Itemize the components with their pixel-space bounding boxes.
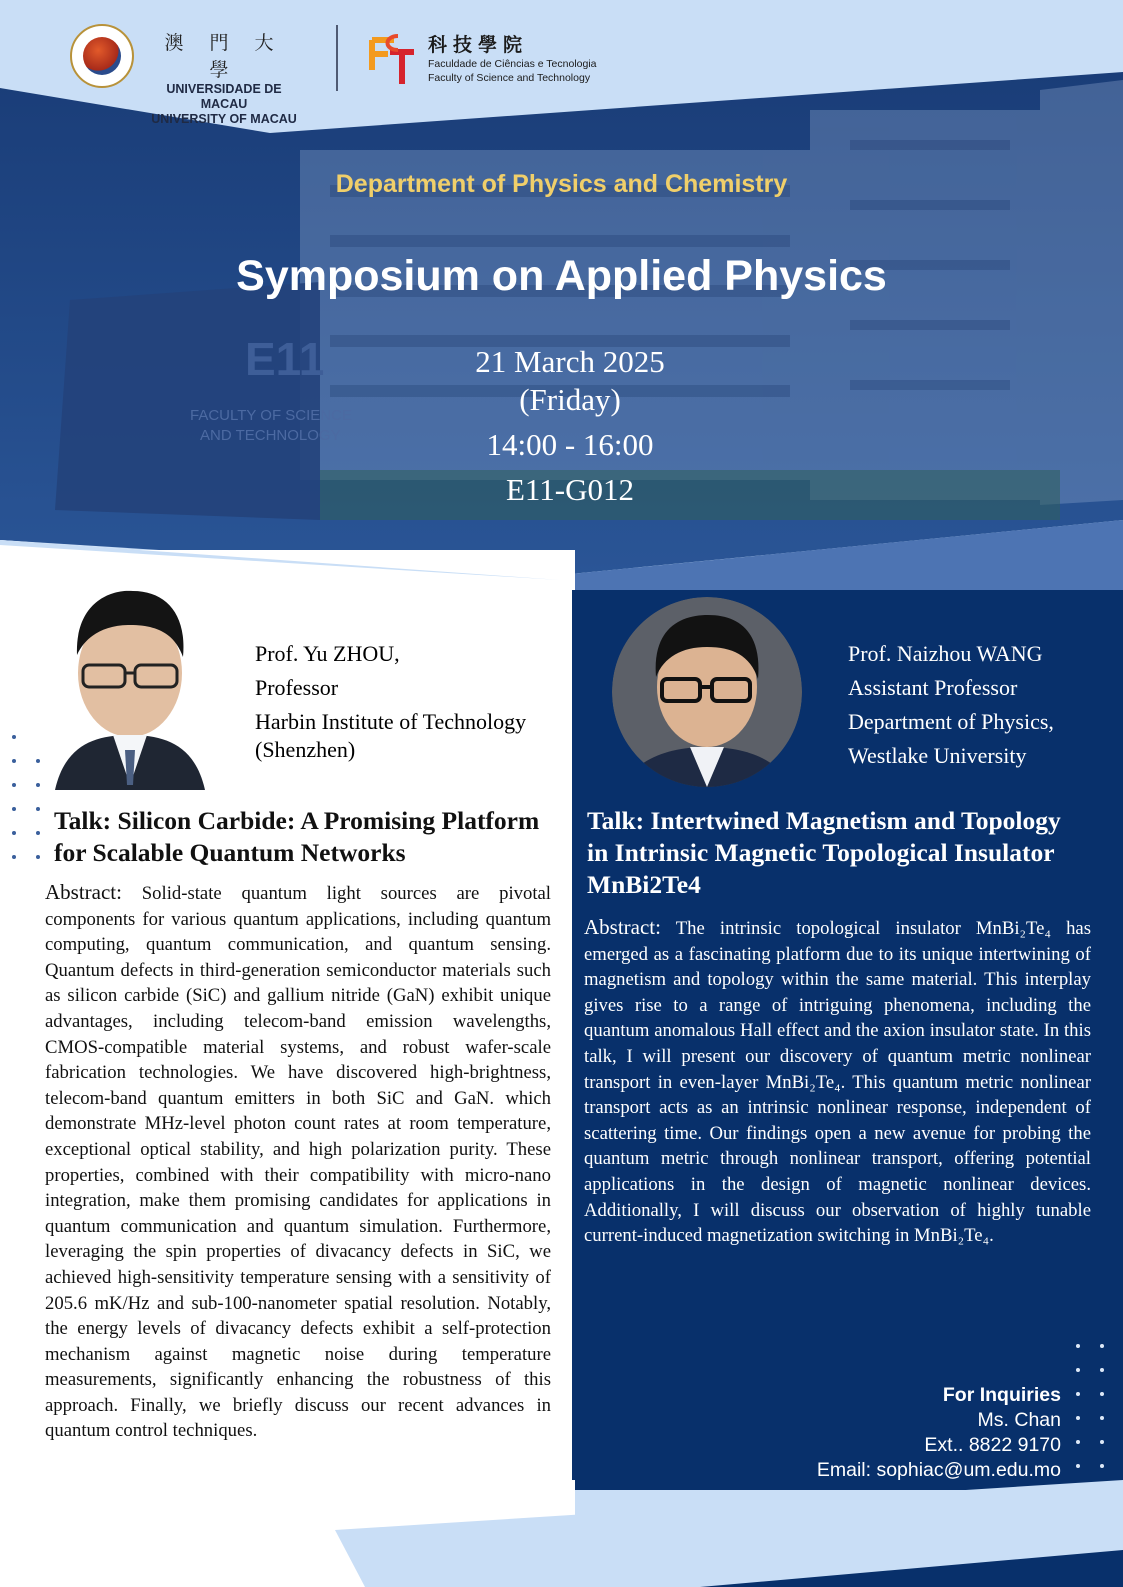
university-name-zh: 澳 門 大 學 xyxy=(164,32,284,81)
event-time: 14:00 - 16:00 xyxy=(486,427,654,462)
speaker2-abstract xyxy=(584,915,1091,1249)
svg-text:AND TECHNOLOGY: AND TECHNOLOGY xyxy=(200,427,341,444)
speaker1-affiliation-line1: Harbin Institute of Technology xyxy=(255,709,527,734)
svg-text:FACULTY OF SCIENCE: FACULTY OF SCIENCE xyxy=(190,407,352,424)
speaker2-name: Prof. Naizhou WANG xyxy=(848,641,1043,666)
faculty-name-zh: 科技學院 xyxy=(428,34,529,56)
speaker1-info xyxy=(255,637,526,767)
department-name: Department of Physics and Chemistry xyxy=(335,170,788,198)
logo-divider xyxy=(336,25,338,91)
event-weekday: (Friday) xyxy=(519,382,621,417)
inquiries-contact: Ms. Chan xyxy=(977,1409,1061,1431)
university-seal-logo xyxy=(70,24,134,88)
university-name-pt: UNIVERSIDADE DE MACAU xyxy=(166,82,282,111)
inquiries-ext: Ext.. 8822 9170 xyxy=(924,1434,1061,1456)
speaker2-talk-line2: in Intrinsic Magnetic Topological Insulator xyxy=(587,838,1055,867)
speaker1-position: Professor xyxy=(255,675,339,700)
university-name-en: UNIVERSITY OF MACAU xyxy=(151,112,297,126)
speaker1-talk-line2: for Scalable Quantum Networks xyxy=(54,838,406,867)
speaker2-abstract-text: The intrinsic topological insulator MnBi₂Te₄ has emerged as a fascinating platform due to its unique intertwining of magnetism and topology within the same material. This interplay gives rise to a range of intriguing phenomena, including the quantum anomalous Hall effect and the axion insulator state. In this talk, I will present our discovery of quantum metric nonlinear transport in even-layer MnBi₂Te₄. This quantum metric nonlinear transport acts as an intrinsic nonlinear response, independent of scattering time. Our findings open a new avenue for probing the quantum metric through nonlinear transport, offering potential applications in the design of magnetic nonlinear devices. Additionally, I will discuss our observation of highly tunable current-induced magnetization switching in MnBi₂Te₄. xyxy=(584,918,1091,1247)
speaker1-abstract xyxy=(45,880,551,1444)
speaker1-photo xyxy=(55,585,205,790)
speaker2-talk-title xyxy=(587,805,1107,901)
speaker1-abstract-label: Abstract: xyxy=(45,880,122,904)
speaker2-info xyxy=(848,637,1054,773)
event-venue: E11-G012 xyxy=(506,472,634,507)
speaker2-position: Assistant Professor xyxy=(848,675,1018,700)
university-name xyxy=(144,28,304,127)
svg-text:E11: E11 xyxy=(245,333,325,385)
faculty-name-en: Faculty of Science and Technology xyxy=(428,72,591,84)
inquiries-heading: For Inquiries xyxy=(942,1384,1061,1406)
speaker2-talk-line3: MnBi2Te4 xyxy=(587,870,701,899)
faculty-name-pt: Faculdade de Ciências e Tecnologia xyxy=(428,58,597,70)
inquiries-block xyxy=(817,1383,1061,1483)
speaker2-photo xyxy=(612,597,802,787)
event-date: 21 March 2025 xyxy=(475,344,665,379)
speaker1-abstract-text: Solid-state quantum light sources are pivotal components for various quantum applications, including quantum computing, quantum communication, and quantum sensing. Quantum defects in third-generation semiconductor materials such as silicon carbide (SiC) and gallium nitride (GaN) exhibit unique advantages, including telecom-band emission wavelengths, CMOS-compatible material systems, and robust wafer-scale fabrication technologies. We have discovered high-brightness, telecom-band quantum emitters in both SiC and GaN. which demonstrate MHz-level photon count rates at room temperature, exceptional optical stability, and high polarization purity. These properties, combined with their compatibility with micro-nano integration, make them promising candidates for applications in quantum communication and quantum simulation. Furthermore, leveraging the spin properties of divacancy defects in SiC, we achieved high-sensitivity temperature sensing with a sensitivity of 205.6 mK/Hz and sub-100-nanometer spatial resolution. Notably, the energy levels of divacancy defects exhibit a self-protection mechanism against magnetic noise during temperature measurements, significantly enhancing the robustness of this approach. Finally, we briefly discuss our recent advances in quantum control techniques. xyxy=(45,883,551,1442)
fst-logo xyxy=(368,30,416,86)
speaker1-affiliation-line2: (Shenzhen) xyxy=(255,737,356,762)
footer-bands xyxy=(0,1480,1123,1587)
speaker1-name: Prof. Yu ZHOU, xyxy=(255,641,400,666)
speaker1-talk-title xyxy=(54,805,574,869)
decorative-dots-right xyxy=(1074,1344,1114,1474)
speaker2-abstract-label: Abstract: xyxy=(584,915,661,939)
faculty-name xyxy=(428,30,597,85)
speaker2-talk-line1: Talk: Intertwined Magnetism and Topology xyxy=(587,806,1061,835)
speaker2-affiliation-line1: Department of Physics, xyxy=(848,709,1054,734)
speaker1-talk-line1: Talk: Silicon Carbide: A Promising Platform xyxy=(54,806,540,835)
event-title: Symposium on Applied Physics xyxy=(236,252,887,300)
decorative-dots-left xyxy=(10,735,50,865)
speaker2-affiliation-line2: Westlake University xyxy=(848,743,1027,768)
inquiries-email[interactable]: Email: sophiac@um.edu.mo xyxy=(816,1459,1061,1481)
